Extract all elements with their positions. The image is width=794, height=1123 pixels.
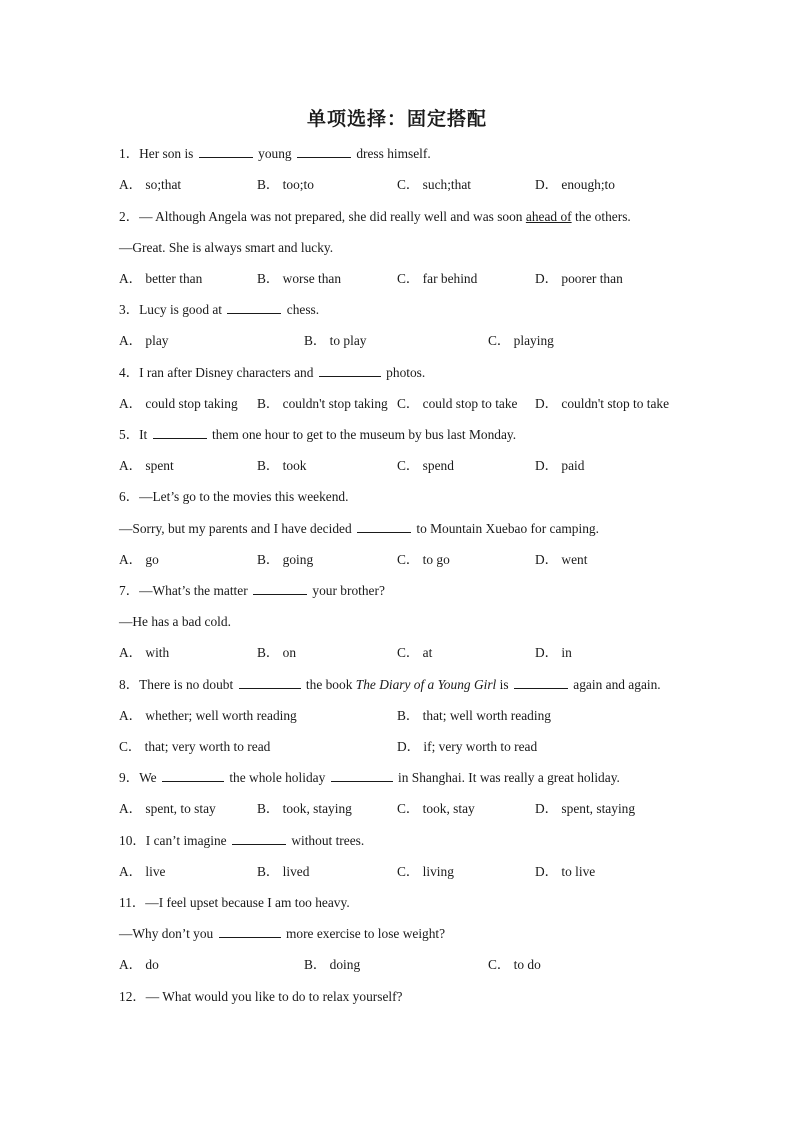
- page-title: 单项选择：固定搭配: [306, 108, 487, 130]
- reply-7: —He has a bad cold.: [119, 614, 231, 629]
- reply-2: —Great. She is always smart and lucky.: [119, 240, 334, 255]
- question-12: 12．— What would you like to do to relax yourself?: [119, 989, 403, 1004]
- reply-6: —Sorry, but my parents and I have decided to Mountain Xuebao for camping.: [119, 521, 599, 536]
- question-6: 6．—Let’s go to the movies this weekend.: [119, 489, 349, 504]
- question-3: 3．Lucy is good at chess.: [119, 302, 320, 317]
- question-2: 2．— Although Angela was not prepared, she did really well and was soon ahead of the others.: [119, 209, 631, 224]
- question-9: 9．We the whole holiday in Shanghai. It was really a great holiday.: [119, 770, 620, 785]
- question-7: 7．—What’s the matter your brother?: [119, 583, 385, 598]
- question-8: 8．There is no doubt the book The Diary of a Young Girl is again and again.: [119, 677, 661, 692]
- question-10: 10．I can’t imagine without trees.: [119, 833, 365, 848]
- question-5: 5．It them one hour to get to the museum by bus last Monday.: [119, 427, 517, 442]
- question-4: 4．I ran after Disney characters and photos.: [119, 365, 426, 380]
- reply-11: —Why don’t you more exercise to lose weight?: [119, 926, 446, 941]
- question-11: 11．—I feel upset because I am too heavy.: [119, 895, 350, 910]
- question-1: 1．Her son is young dress himself.: [119, 146, 431, 161]
